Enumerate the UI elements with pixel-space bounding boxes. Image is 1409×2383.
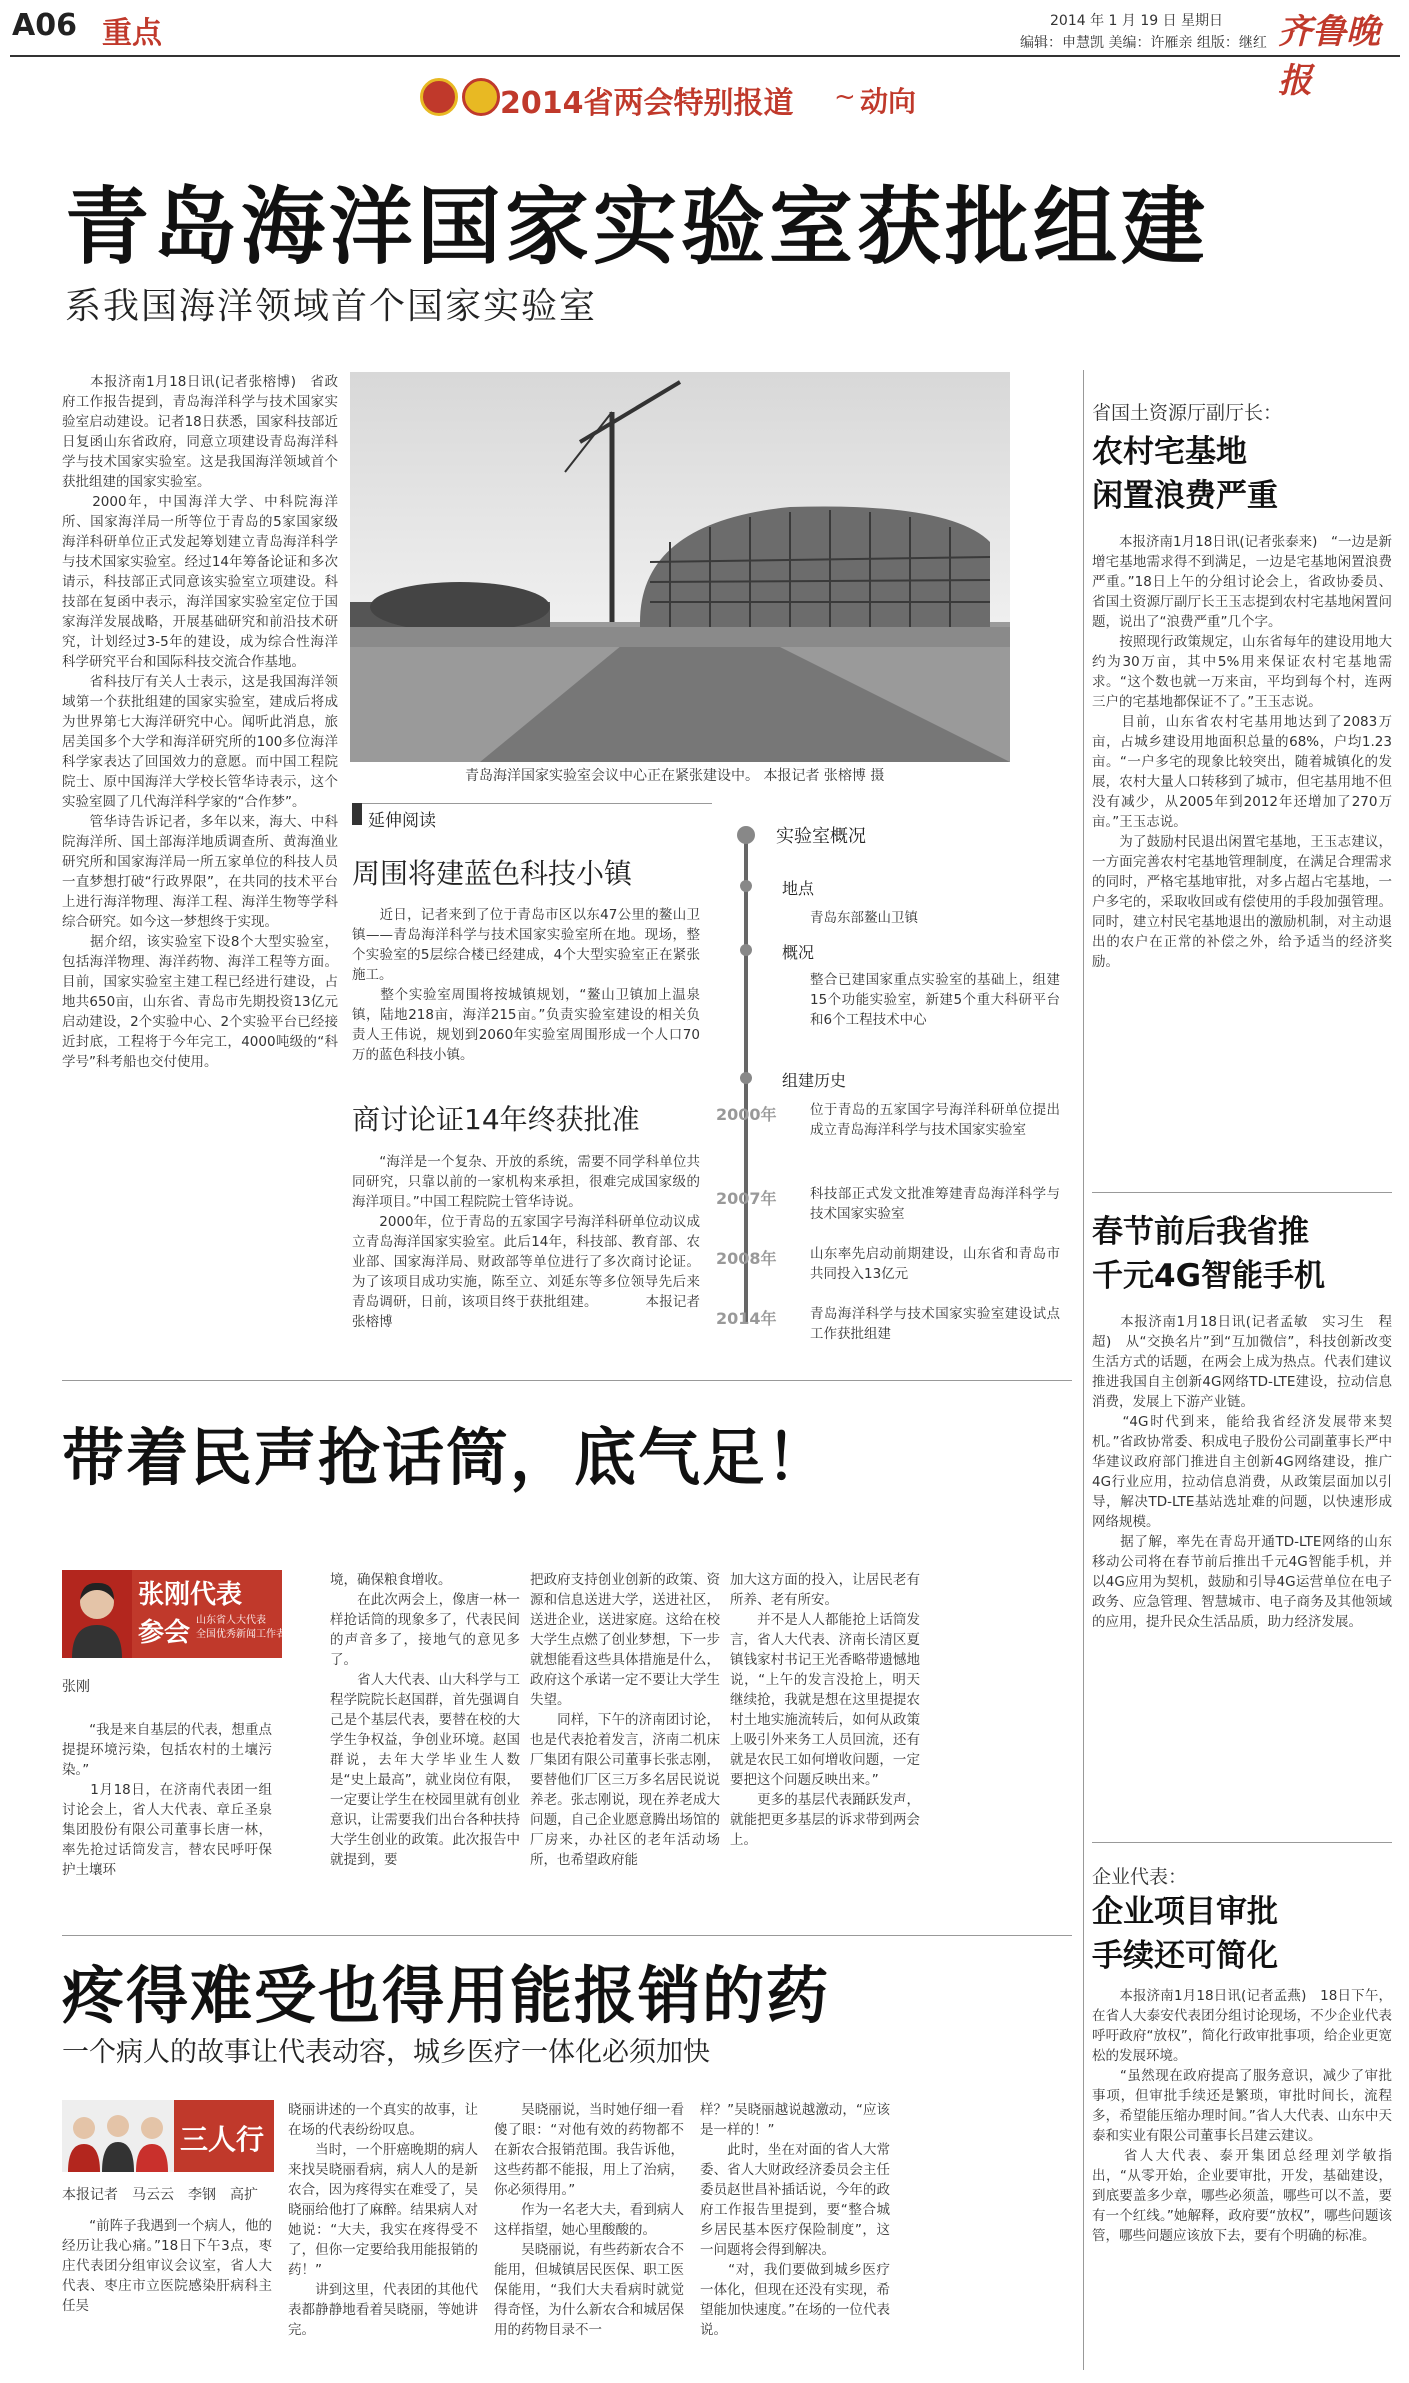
editors-line: 编辑：申慧凯 美编：许雁亲 组版：继红	[1020, 35, 1267, 51]
sidebar-1-headline: 农村宅基地 闲置浪费严重	[1092, 434, 1278, 514]
representative-photo	[62, 1570, 132, 1658]
story3-col-1: “前阵子我遇到一个病人，他的经历让我心痛。”18日下午3点，枣庄代表团分组审议会议室，省人大代表、枣庄市立医院感染肝病科主任吴	[62, 2218, 272, 2314]
overview-history-label: 组建历史	[782, 1071, 847, 1090]
newspaper-logo: 齐鲁晚报	[1278, 12, 1380, 101]
sidebar-2-headline: 春节前后我省推 千元4G智能手机	[1092, 1214, 1326, 1294]
timeline-event: 山东率先启动前期建设，山东省和青岛市共同投入13亿元	[810, 1246, 1060, 1282]
story2-headline: 带着民声抢话筒，底气足！	[62, 1421, 831, 1494]
rep-badge-act: 参会	[138, 1618, 191, 1648]
page-number: A06	[12, 8, 77, 43]
story3-col-3: 吴晓丽说，当时她仔细一看傻了眼：“对他有效的药物都不在新农合报销范围。我告诉他，这些药都不能报，用上了治病，你必须得用。” 作为一名老大夫，看到病人这样指望，她心里酸酸的。 吴晓丽说，有些药新农合不能用，但城镇居民医保、职工医保能用，“我们大夫看病时就觉得奇怪，为什么新农合和城居保用的药物目录不一	[494, 2102, 684, 2338]
sidebar-divider	[1083, 370, 1084, 2370]
timeline-year: 2008年	[716, 1249, 777, 1268]
section-title: 重点	[102, 16, 162, 51]
story3-byline: 本报记者 马云云 李钢 高扩	[62, 2187, 258, 2203]
extended-para-1: 近日，记者来到了位于青岛市区以东47公里的鳌山卫镇——青岛海洋科学与技术国家实验室所在地。现场，整个实验室的5层综合楼已经建成，4个大型实验室正在紧张施工。 整个实验室周围将按城镇规划，“鳌山卫镇加上温泉镇，陆地218亩，海洋215亩。”负责实验室建设的相关负责人王伟说，规划到2060年实验室周围形成一个人口70万的蓝色科技小镇。	[352, 907, 700, 1063]
section-divider	[62, 1380, 1072, 1381]
sidebar-1-kicker: 省国土资源厅副厅长：	[1092, 402, 1283, 424]
story3-headline: 疼得难受也得用能报销的药	[62, 1959, 831, 2032]
lead-body: 本报济南1月18日讯(记者张榕博) 省政府工作报告提到，青岛海洋科学与技术国家实验室启动建设。记者18日获悉，国家科技部近日复函山东省政府，同意立项建设青岛海洋科学与技术国家实验室。这是我国海洋领域首个获批组建的国家实验室。 2000年，中国海洋大学、中科院海洋所、国家海洋局一所等位于青岛的5家国家级海洋科研单位正式发起筹划建立青岛海洋科学与技术国家实验室。经过14年筹备论证和多次请示，科技部正式同意该实验室立项建设。科技部在复函中表示，海洋国家实验室定位于国家海洋发展战略，开展基础研究和前沿技术研究，计划经过3-5年的建设，成为综合性海洋科学研究平台和国际科技交流合作基地。 省科技厅有关人士表示，这是我国海洋领域第一个获批组建的国家实验室，建成后将成为世界第七大海洋研究中心。闻听此消息，旅居美国多个大学和海洋研究所的100多位海洋科学家表达了回国效力的意愿。而中国工程院院士、原中国海洋大学校长管华诗表示，这个实验室圆了几代海洋科学家的“合作梦”。 管华诗告诉记者，多年以来，海大、中科院海洋所、国土部海洋地质调查所、黄海渔业研究所和国家海洋局一所五家单位的科技人员一直梦想打破“行政界限”，在共同的技术平台上进行海洋物理、海洋工程、海洋生物等学科综合研究。如今这一梦想终于实现。 据介绍，该实验室下设8个大型实验室，包括海洋物理、海洋药物、海洋工程等方面。目前，国家实验室主建工程已经进行建设，占地共650亩，山东省、青岛市先期投资13亿元启动建设，2个实验中心、2个实验平台已经接近封底，工程将于今年完工，4000吨级的“科学号”科考船也交付使用。	[62, 374, 338, 1070]
main-headline: 青岛海洋国家实验室获批组建	[65, 178, 1210, 276]
overview-summary: 整合已建国家重点实验室的基础上，组建15个功能实验室，新建5个重大科研平台和6个工程技术中心	[810, 972, 1060, 1028]
timeline-year: 2000年	[716, 1105, 777, 1124]
extended-para-2: “海洋是一个复杂、开放的系统，需要不同学科单位共同研究，只靠以前的一家机构来承担，很难完成国家级的海洋项目。”中国工程院院士管华诗说。 2000年，位于青岛的五家国字号海洋科研单位动议成立青岛海洋国家实验室。此后14年，科技部、教育部、农业部、国家海洋局、财政部等单位进行了多次商讨论证。为了该项目成功实施，陈至立、刘延东等多位领导先后来青岛调研，日前，该项目终于获批组建。 本报记者 张榕博	[352, 1154, 700, 1330]
story3-col-2: 晓丽讲述的一个真实的故事，让在场的代表纷纷叹息。 当时，一个肝癌晚期的病人来找吴晓丽看病，病人人的是新农合，因为疼得实在难受了，吴晓丽给他打了麻醉。结果病人对她说：“大夫，我实在疼得受不了，但你一定要给我用能报销的药！” 讲到这里，代表团的其他代表都静静地看着吴晓丽，等她讲完。	[288, 2102, 478, 2338]
story3-col-4: 样？”吴晓丽越说越激动，“应该是一样的！” 此时，坐在对面的省人大常委、省人大财政经济委员会主任委员赵世昌补插话说，今年的政府工作报告里提到，要“整合城乡居民基本医疗保险制度”，这一问题将会得到解决。 “对，我们要做到城乡医疗一体化，但现在还没有实现，希望能加快速度。”在场的一位代表说。	[700, 2102, 890, 2338]
banner-title: 2014省两会特别报道	[500, 86, 794, 121]
timeline-dot	[740, 1072, 752, 1084]
sidebar-1-body: 本报济南1月18日讯(记者张泰来) “一边是新增宅基地需求得不到满足，一边是宅基地闲置浪费严重。”18日上午的分组讨论会上，省政协委员、省国土资源厅副厅长王玉志提到农村宅基地闲置问题，说出了“浪费严重”几个字。 按照现行政策规定，山东省每年的建设用地大约为30万亩，其中5%用来保证农村宅基地需求。“这个数也就一万来亩，平均到每个村，连两三户的宅基地都保证不了。”王玉志说。 目前，山东省农村宅基用地达到了2083万亩，占城乡建设用地面积总量的68%，户均1.23亩。“一户多宅的现象比较突出，随着城镇化的发展，农村大量人口转移到了城市，但宅基用地不但没有减少，从2005年到2012年还增加了270万亩。”王玉志说。 为了鼓励村民退出闲置宅基地，王玉志建议，一方面完善农村宅基地管理制度，在满足合理需求的同时，严格宅基地审批，对多占超占宅基地，一户多宅的，采取收回或有偿使用的手段加强管理。同时，建立村民宅基地退出的激励机制，对主动退出的农户在正常的补偿之外，给予适当的经济奖励。	[1092, 534, 1392, 970]
extended-label: 延伸阅读	[368, 811, 436, 831]
timeline-event: 位于青岛的五家国字号海洋科研单位提出成立青岛海洋科学与技术国家实验室	[810, 1102, 1060, 1138]
rep-badge-desc: 山东省人大代表 全国优秀新闻工作者	[196, 1615, 286, 1640]
story2-col-3: 把政府支持创业创新的政策、资源和信息送进大学，送进社区，送进企业，送进家庭。这给在校大学生点燃了创业梦想，下一步就想能看这些具体措施是什么，政府这个承诺一定不要让大学生失望。 同样，下午的济南团讨论，也是代表抢着发言，济南二机床厂集团有限公司董事长张志刚，要替他们厂区三万多名居民说说养老。张志刚说，现在养老成大问题，自己企业愿意腾出场馆的厂房来，办社区的老年活动场所，也希望政府能	[530, 1572, 720, 1868]
sidebar-2-body: 本报济南1月18日讯(记者孟敏 实习生 程超) 从“交换名片”到“互加微信”，科技创新改变生活方式的话题，在两会上成为热点。代表们建议推进我国自主创新4G网络TD-LTE建设，拉动信息消费，发展上下游产业链。 “4G时代到来，能给我省经济发展带来契机。”省政协常委、积成电子股份公司副董事长严中华建议政府部门推进自主创新4G网络建设，推广4G行业应用，拉动信息消费，从政策层面加以引导，解决TD-LTE基站选址难的问题，以快速形成网络规模。 据了解，率先在青岛开通TD-LTE网络的山东移动公司将在春节前后推出千元4G智能手机，并以4G应用为契机，鼓励和引导4G运营单位在电子政务、应急管理、智慧城市、电子商务及其他领域的应用，提升民众生活品质，助力经济发展。	[1092, 1314, 1392, 1630]
sidebar-3-headline: 企业项目审批 手续还可简化	[1092, 1894, 1278, 1974]
section-divider	[62, 1935, 1072, 1936]
swirl-icon: ~	[834, 82, 856, 112]
timeline-year: 2014年	[716, 1309, 777, 1328]
extended-label-marker	[352, 803, 362, 825]
sidebar-3-kicker: 企业代表：	[1092, 1866, 1188, 1888]
overview-summary-label: 概况	[782, 943, 815, 962]
extended-label-bar	[352, 803, 712, 804]
timeline-dot	[740, 880, 752, 892]
rep-badge-name: 张刚代表	[138, 1580, 243, 1610]
overview-address: 青岛东部鳌山卫镇	[810, 910, 918, 926]
sidebar-3-body: 本报济南1月18日讯(记者孟燕) 18日下午，在省人大泰安代表团分组讨论现场，不少企业代表呼吁政府“放权”，简化行政审批事项，给企业更宽松的发展环境。 “虽然现在政府提高了服务意识，减少了审批事项，但审批手续还是繁琐，审批时间长，流程多，希望能压缩办理时间。”省人大代表、山东中天泰和实业有限公司董事长吕建云建议。 省人大代表、泰开集团总经理刘学敏指出，“从零开始，企业要审批，开发，基础建设，到底要盖多少章，哪些必须盖，哪些可以不盖，要有一个红线。”她解释，政府要“放权”，哪些问题该管，哪些问题应该放下去，要有个明确的标准。	[1092, 1988, 1392, 2244]
header-rule	[10, 55, 1400, 57]
timeline-dot	[740, 944, 752, 956]
story2-col-2: 境，确保粮食增收。 在此次两会上，像唐一林一样抢话筒的现象多了，代表民间的声音多了，接地气的意见多了。 省人大代表、山大科学与工程学院院长赵国群，首先强调自己是个基层代表，要替在校的大学生争权益，争创业环境。赵国群说，去年大学毕业生人数是“史上最高”，就业岗位有限，一定要让学生在校园里就有创业意识，让需要我们出台各种扶持大学生创业的政策。此次报告中就提到，要	[330, 1572, 520, 1868]
overview-title: 实验室概况	[776, 826, 866, 847]
trio-photo	[62, 2100, 174, 2172]
trio-badge: 三人行	[174, 2100, 274, 2172]
issue-date: 2014 年 1 月 19 日 星期日	[1050, 13, 1224, 29]
sidebar-divider-h	[1092, 1192, 1392, 1193]
main-subheadline: 系我国海洋领域首个国家实验室	[65, 286, 598, 327]
timeline-dot	[737, 826, 755, 844]
story2-col-4: 加大这方面的投入，让居民老有所养、老有所安。 并不是人人都能抢上话筒发言，省人大代表、济南长清区夏镇钱家村书记王光香略带遗憾地说，“上午的发言没抢上，明天继续抢，我就是想在这里提提农村土地实施流转后，如何从政策上吸引外来务工人员回流，还有就是农民工如何增收问题，一定要把这个问题反映出来。” 更多的基层代表踊跃发声，就能把更多基层的诉求带到两会上。	[730, 1572, 920, 1848]
story3-subheadline: 一个病人的故事让代表动容，城乡医疗一体化必须加快	[62, 2037, 710, 2068]
extended-heading-1: 周围将建蓝色科技小镇	[352, 857, 633, 890]
emblem-icon	[420, 78, 458, 116]
banner-sub: 动向	[860, 85, 917, 118]
emblem-icon	[462, 78, 500, 116]
overview-address-label: 地点	[782, 879, 815, 898]
timeline-year: 2007年	[716, 1189, 777, 1208]
construction-photo	[350, 372, 1010, 762]
story2-byline: 张刚	[62, 1679, 90, 1695]
extended-heading-2: 商讨论证14年终获批准	[352, 1103, 640, 1136]
photo-caption: 青岛海洋国家实验室会议中心正在紧张建设中。 本报记者 张榕博 摄	[465, 768, 885, 784]
story2-col-1: “我是来自基层的代表，想重点提提环境污染，包括农村的土壤污染。” 1月18日，在济南代表团一组讨论会上，省人大代表、章丘圣泉集团股份有限公司董事长唐一林，率先抢过话筒发言，替农民呼吁保护土壤环	[62, 1722, 272, 1878]
timeline-event: 科技部正式发文批准筹建青岛海洋科学与技术国家实验室	[810, 1186, 1060, 1222]
timeline-event: 青岛海洋科学与技术国家实验室建设试点工作获批组建	[810, 1306, 1060, 1342]
sidebar-divider-h	[1092, 1842, 1392, 1843]
